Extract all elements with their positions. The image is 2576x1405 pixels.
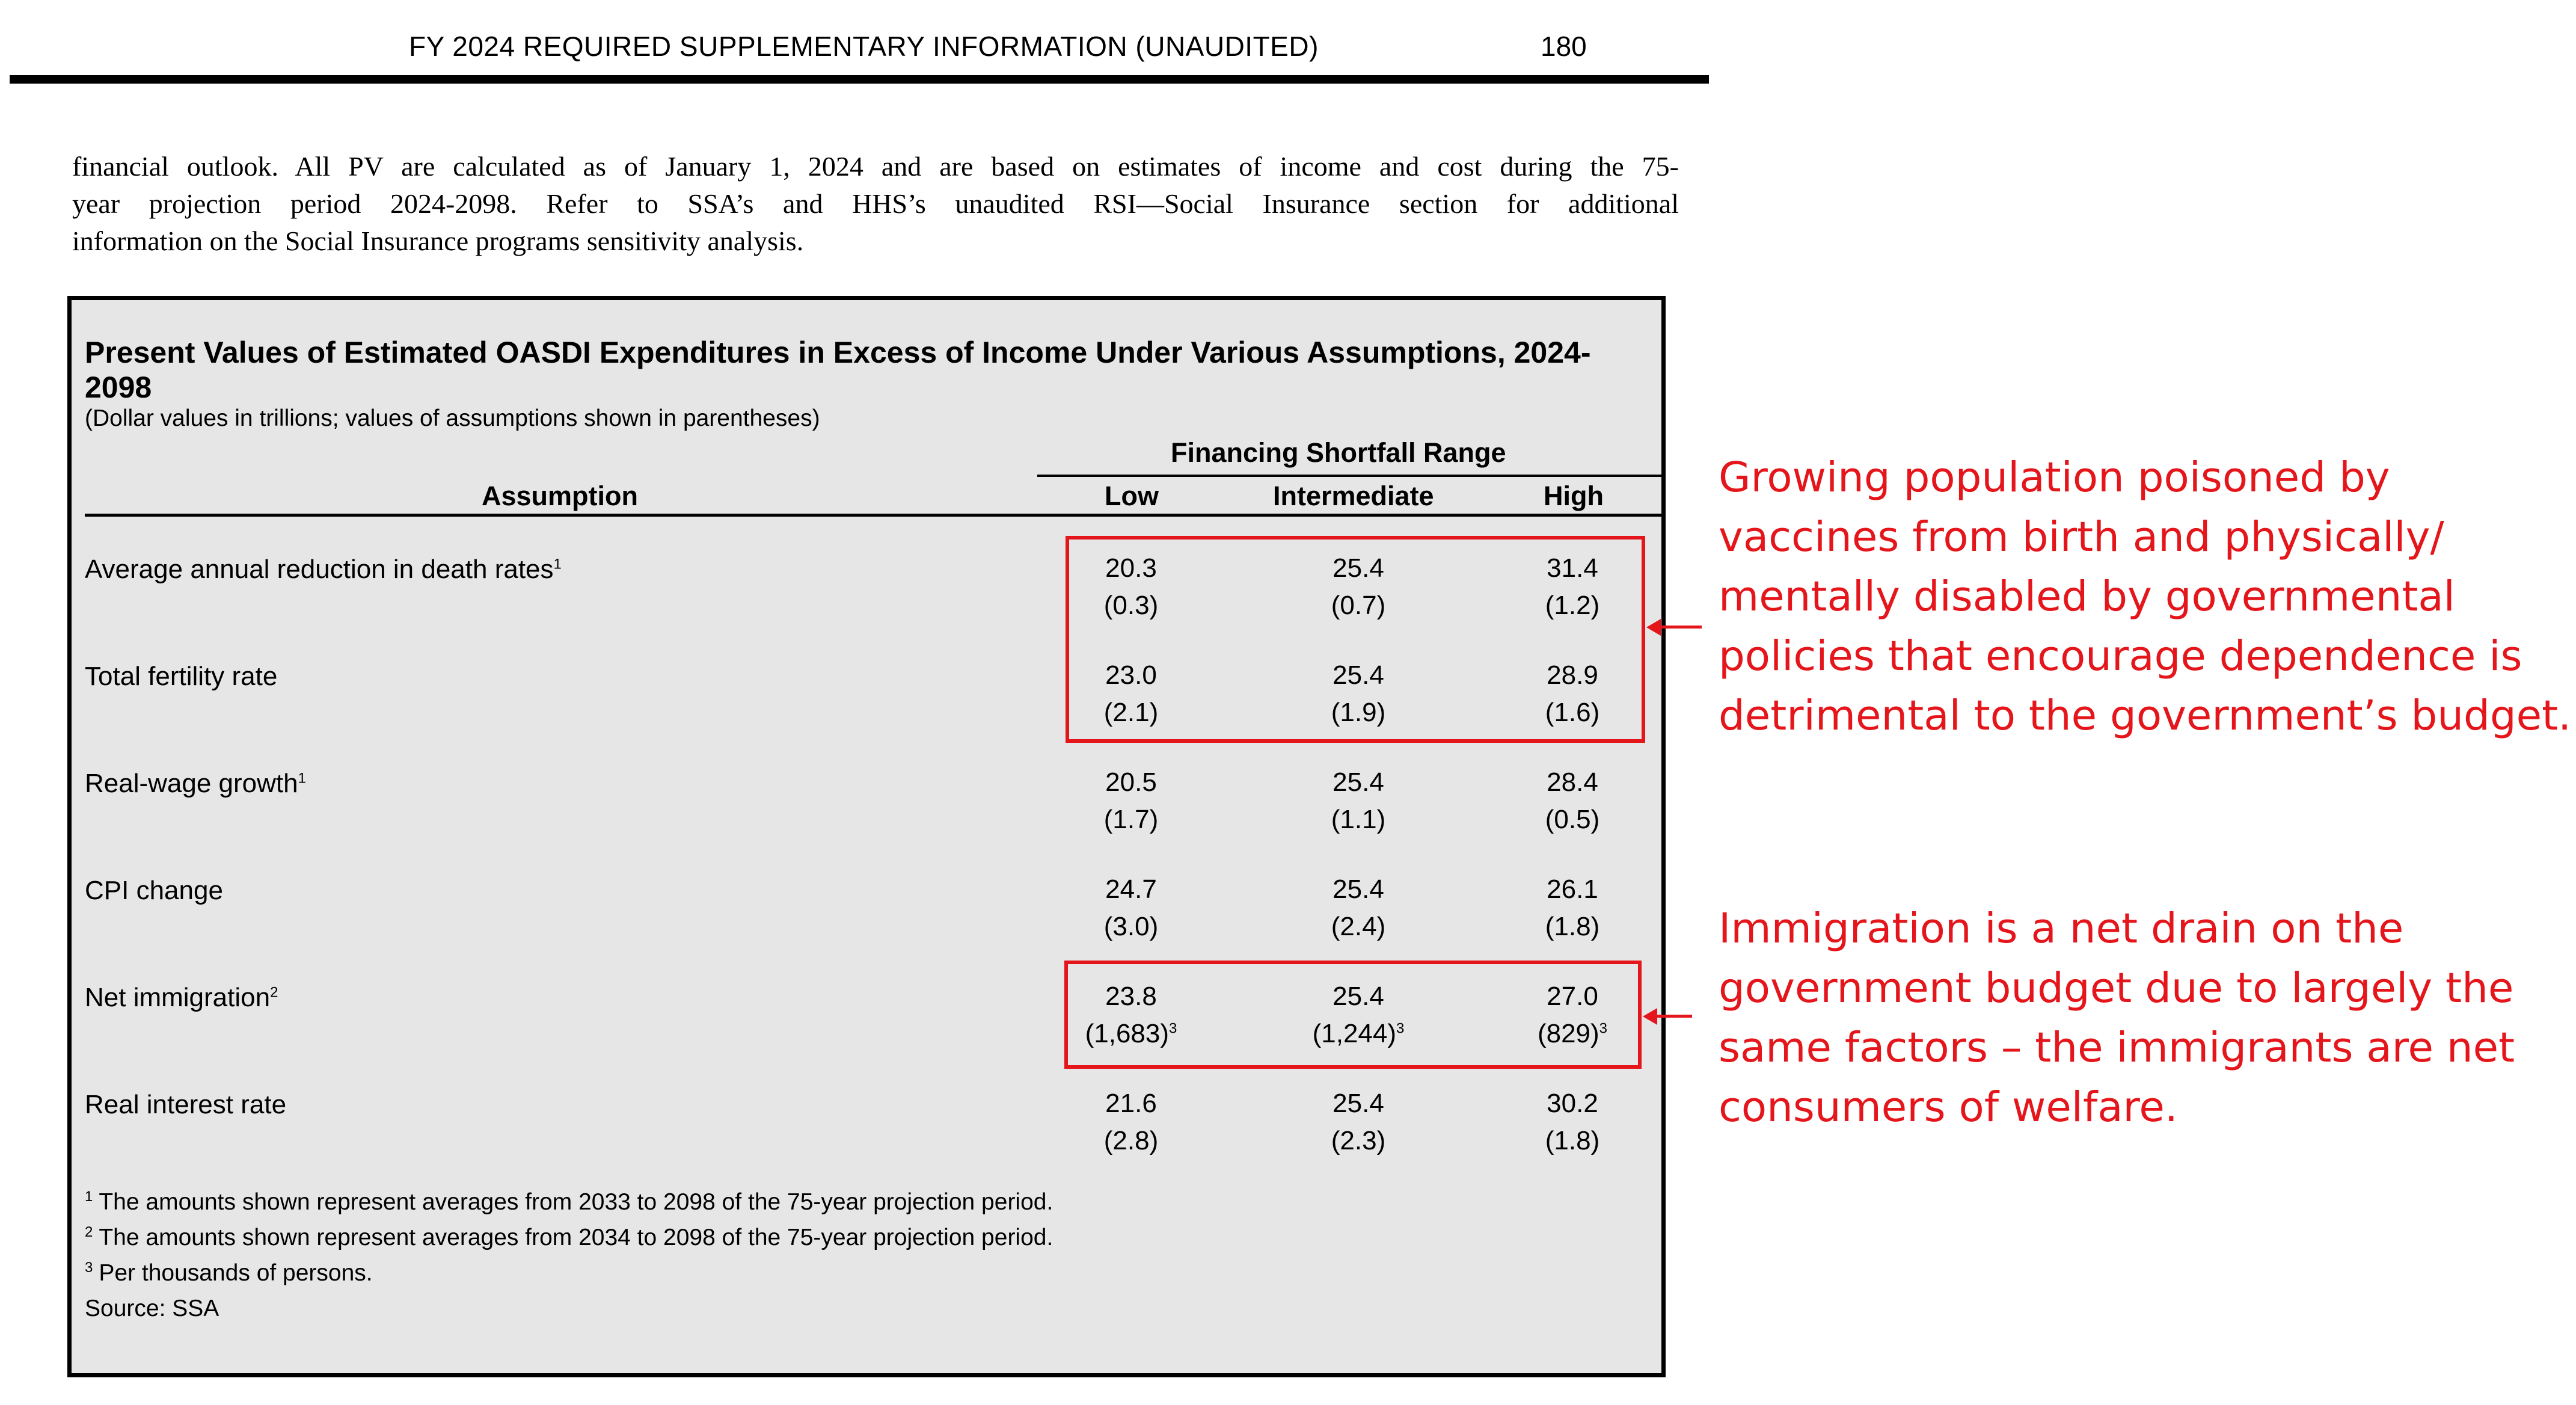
table-cell-high: 30.2 (1.8) <box>1545 1089 1600 1155</box>
source: Source: SSA <box>85 1296 219 1321</box>
intro-line: financial outlook. All PV are calculated as of January 1, 2024 and are based on estimates of income and cost during the 75- <box>72 151 1679 182</box>
intro-line: year projection period 2024-2098. Refer to SSA’s and HHS’s unaudited RSI—Social Insurance section for additional <box>72 188 1679 219</box>
intro-line: information on the Social Insurance programs sensitivity analysis. <box>72 226 804 256</box>
col-header-high: High <box>1544 481 1604 511</box>
row-label: Average annual reduction in death rates$^1$ <box>85 555 562 584</box>
table-cell-high: 28.9 (1.6) <box>1545 660 1600 727</box>
footnote: $^1$ The amounts shown represent averages from 2033 to 2098 of the 75-year projection period. <box>85 1188 1053 1215</box>
row-label: Total fertility rate <box>85 662 278 691</box>
footnotes <box>85 1184 1053 1326</box>
page-header-title: FY 2024 REQUIRED SUPPLEMENTARY INFORMATION (UNAUDITED) <box>409 31 1319 62</box>
table-cell-int: 25.4 (1.1) <box>1331 767 1386 834</box>
row-label: Real interest rate <box>85 1090 287 1119</box>
arrow-head-icon <box>1646 619 1661 636</box>
table-cell-high: 31.4 (1.2) <box>1545 553 1600 620</box>
annotation-text: Immigration is a net drain on the government budget due to largely the same factors – the immigrants are net consumers of welfare. <box>1719 905 2515 1131</box>
col-header-intermediate: Intermediate <box>1273 481 1434 511</box>
arrow-head-icon <box>1643 1008 1657 1025</box>
header-rule <box>10 75 1709 84</box>
table-title: Present Values of Estimated OASDI Expenditures in Excess of Income Under Various Assumptions, 2024-2098 <box>85 336 1591 404</box>
range-rule <box>1037 475 1664 477</box>
table-cell-low: 20.3 (0.3) <box>1103 553 1159 620</box>
table-cell-low: 23.0 (2.1) <box>1103 660 1159 727</box>
table-cell-int: 25.4 $(1,244)^3$ <box>1312 982 1405 1048</box>
table-cell-low: 24.7 (3.0) <box>1103 875 1159 941</box>
arrow-line <box>1656 1015 1692 1018</box>
table-cell-int: 25.4 (2.4) <box>1331 875 1386 941</box>
highlight-box-immigration <box>1064 961 1642 1069</box>
table-cell-high: 28.4 (0.5) <box>1545 767 1600 834</box>
table-cell-low: 21.6 (2.8) <box>1103 1089 1159 1155</box>
table-cell-int: 25.4 (1.9) <box>1331 660 1386 727</box>
annotation-text: Growing population poisoned by vaccines from birth and physically/ mentally disabled by governmental policies that encourage dependence is detrimental to the government’s budget. <box>1719 453 2572 740</box>
table-cell-int: 25.4 (2.3) <box>1331 1089 1386 1155</box>
col-header-assumption: Assumption <box>482 481 639 511</box>
table-cell-low: 23.8 $(1,683)^3$ <box>1085 982 1177 1048</box>
table-cell-high: 27.0 $(829)^3$ <box>1537 982 1608 1048</box>
header-rule <box>85 514 1664 517</box>
range-header: Financing Shortfall Range <box>1171 437 1506 468</box>
row-label: Net immigration$^2$ <box>85 983 278 1012</box>
arrow-line <box>1660 626 1702 629</box>
assumptions-table <box>67 296 1666 1377</box>
table-cell-high: 26.1 (1.8) <box>1545 875 1600 941</box>
col-header-low: Low <box>1105 481 1159 511</box>
row-label: Real-wage growth$^1$ <box>85 769 306 798</box>
page-number: 180 <box>1541 31 1587 62</box>
table-subtitle: (Dollar values in trillions; values of assumptions shown in parentheses) <box>85 405 820 431</box>
table-cell-low: 20.5 (1.7) <box>1103 767 1159 834</box>
footnote: $^3$ Per thousands of persons. <box>85 1259 373 1286</box>
row-label: CPI change <box>85 876 223 905</box>
footnote: $^2$ The amounts shown represent averages from 2034 to 2098 of the 75-year projection period. <box>85 1224 1053 1250</box>
table-cell-int: 25.4 (0.7) <box>1331 553 1386 620</box>
highlight-box-death-fertility <box>1066 536 1645 743</box>
intro-paragraph <box>72 148 1679 260</box>
